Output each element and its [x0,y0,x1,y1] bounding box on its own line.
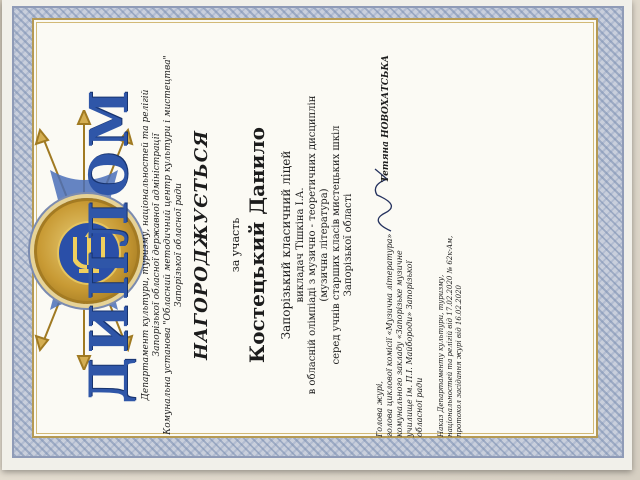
olympiad-line: (музична література) [319,188,330,302]
olympiad-description [307,35,355,455]
jury-line: Голова журі, [375,381,384,437]
olympiad-line: в обласній олімпіаді з музично - теоретичних дисциплін [307,95,318,395]
jury-title [375,227,425,437]
issuer-line: Запорізької обласної державної адміністрації [152,133,162,357]
order-line: національностей та релігій від 17.02.2020 № 62к-Ам, [446,235,454,437]
school-name: Запорізький класичний ліцей [279,150,293,340]
issuer-line: Запорізької обласної ради [174,183,184,307]
jury-line: училище ім. П.І. Майбороди» Запорізької [405,260,414,437]
diploma-title: ДИПЛОМ [79,86,140,404]
jury-line: комунального закладу «Запорізьке музичне [395,250,404,437]
for-participation: за участь [229,217,242,273]
diploma-sheet [2,0,632,470]
order-line: протокол засідання журі від 16.02.2020 [455,285,463,437]
recipient-name: Костецький Данило [245,127,269,363]
order-reference [437,137,464,437]
jury-line: голова циклової комісії «Музична література» [385,233,394,437]
award-heading: НАГОРОДЖУЄТЬСЯ [191,130,212,360]
issuer-line: Комунальна установа "Обласний методичний центр культури і мистецтва" [163,55,173,435]
diploma-text [79,35,567,455]
teacher-name: викладач Тішкіна І.А. [295,187,306,303]
issuer-block [141,35,185,455]
order-line: Наказ Департаменту культури, туризму, [437,274,445,437]
jury-signer: Тетяна НОВОХАТСЬКА [381,55,391,183]
olympiad-line: серед учнів старших класів мистецьких шкіл [331,125,342,365]
olympiad-line: Запорізької області [343,193,354,297]
issuer-line: Департамент культури, туризму, національностей та релігій [141,89,151,401]
jury-line: обласної ради [415,377,424,437]
